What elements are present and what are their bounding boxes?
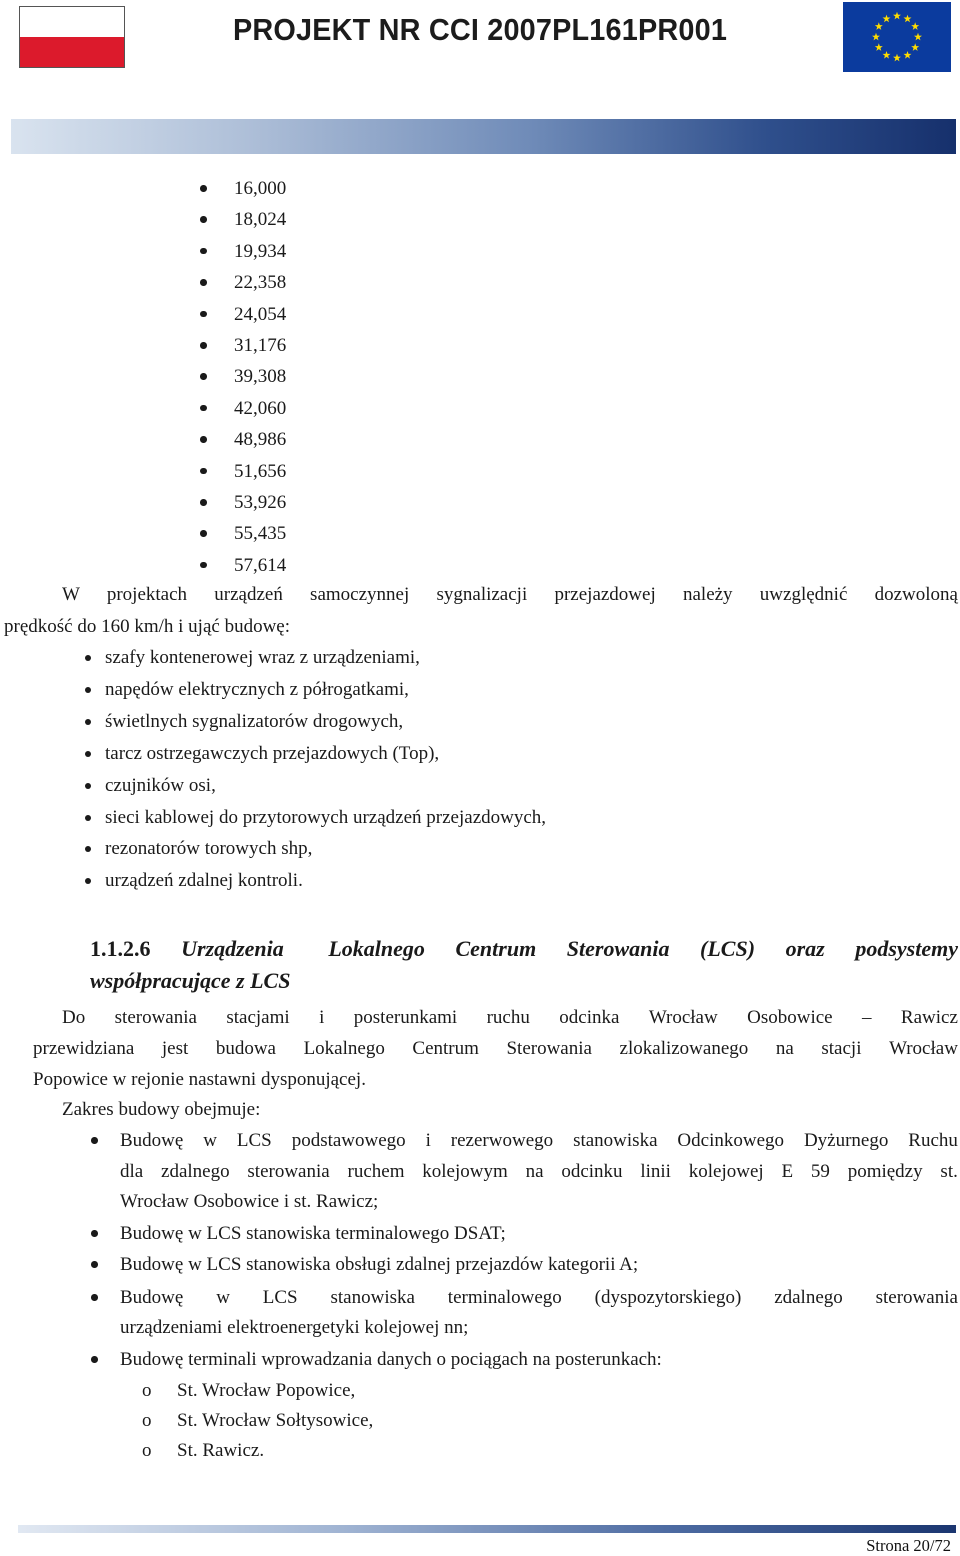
sub-item-1: St. Wrocław Popowice, [177, 1380, 356, 1401]
scope-item-1-line1 [120, 1130, 958, 1152]
para1-line1: W projektach urządzeń samoczynnej sygnalizacji przejazdowej należy uwzględnić dozwoloną [62, 584, 958, 605]
word: rezerwowego [450, 1130, 554, 1151]
word: Lokalnego [303, 1038, 385, 1059]
word: odcinku [561, 1161, 623, 1182]
word: (dyspozytorskiego) [594, 1287, 742, 1308]
poland-flag-icon [19, 6, 125, 68]
word: Wrocław [889, 1038, 958, 1059]
word: jest [161, 1038, 189, 1059]
scope-item-3: Budowę w LCS stanowiska obsługi zdalnej przejazdów kategorii A; [120, 1254, 639, 1275]
number-item: 57,614 [234, 554, 287, 576]
bullet-icon [200, 499, 207, 506]
word: 59 [810, 1161, 830, 1182]
word: odcinka [559, 1007, 620, 1028]
number-item: 22,358 [234, 272, 287, 294]
word: sterowania [114, 1007, 197, 1028]
word: Budowę [120, 1130, 184, 1151]
word: stanowiska [330, 1287, 415, 1308]
word: st. [940, 1161, 958, 1182]
word: stacjami [226, 1007, 290, 1028]
word: Rawicz [900, 1007, 958, 1028]
word: zdalnego [774, 1287, 843, 1308]
header-gradient-bar [11, 119, 956, 154]
word: przewidziana [33, 1038, 135, 1059]
bullet-icon [200, 405, 207, 412]
number-item: 51,656 [234, 460, 287, 482]
bullet-icon [85, 751, 91, 757]
word: Dyżurnego [803, 1130, 889, 1151]
bullet-icon [85, 846, 91, 852]
word: zlokalizowanego [619, 1038, 749, 1059]
section-heading-line2: współpracujące z LCS [90, 968, 291, 993]
word: kolejowym [422, 1161, 508, 1182]
word: budowa [215, 1038, 276, 1059]
word: w [203, 1130, 217, 1151]
bullet-icon [200, 373, 207, 380]
bullet-icon [85, 719, 91, 725]
bullet-icon [91, 1261, 98, 1268]
scope-item-4-line1 [120, 1287, 958, 1309]
number-item: 53,926 [234, 492, 287, 513]
section-number: 1.1.2.6 [90, 936, 151, 961]
scope-item-1-line3: Wrocław Osobowice i st. Rawicz; [120, 1191, 379, 1212]
bullet-icon [200, 216, 207, 223]
bullet-icon [200, 436, 207, 443]
bullet-icon [85, 655, 91, 661]
word: E [781, 1161, 794, 1182]
word: – [862, 1007, 872, 1028]
construction-list-item: czujników osi, [105, 774, 216, 796]
scope-item-4-line2: urządzeniami elektroenergetyki kolejowej nn; [120, 1317, 469, 1338]
word: Ruchu [908, 1130, 958, 1151]
construction-list-item: szafy kontenerowej wraz z urządzeniami, [105, 647, 420, 668]
word: LCS [262, 1287, 298, 1308]
bullet-icon [200, 248, 207, 255]
footer-gradient-bar [18, 1525, 956, 1533]
bullet-icon [200, 279, 207, 286]
word: pomiędzy [847, 1161, 923, 1182]
number-item: 24,054 [234, 303, 287, 325]
bullet-icon [85, 878, 91, 884]
word: na [775, 1038, 794, 1059]
word: sterowania [247, 1161, 330, 1182]
bullet-icon [91, 1356, 98, 1363]
bullet-icon [200, 468, 207, 475]
word: LCS [236, 1130, 272, 1151]
word: Budowę [120, 1287, 184, 1308]
word: podstawowego [291, 1130, 406, 1151]
word: Sterowania [506, 1038, 592, 1059]
sub-bullet-icon: o [142, 1380, 152, 1401]
bullet-icon [200, 562, 207, 569]
sub-item-2: St. Wrocław Sołtysowice, [177, 1410, 374, 1431]
word: na [525, 1161, 544, 1182]
number-item: 48,986 [234, 429, 287, 451]
word: linii [640, 1161, 671, 1182]
number-item: 31,176 [234, 335, 287, 356]
bullet-icon [91, 1294, 98, 1301]
document-header-title: PROJEKT NR CCI 2007PL161PR001 [232, 12, 728, 47]
word: Wrocław [648, 1007, 718, 1028]
para2-line2 [33, 1038, 958, 1060]
construction-list-item: tarcz ostrzegawczych przejazdowych (Top), [105, 742, 440, 764]
construction-list-item: świetlnych sygnalizatorów drogowych, [105, 710, 404, 732]
construction-list-item: napędów elektrycznych z półrogatkami, [105, 678, 409, 700]
word: i [425, 1130, 431, 1151]
sub-bullet-icon: o [142, 1440, 152, 1461]
eu-flag-icon [843, 2, 951, 72]
sub-item-3: St. Rawicz. [177, 1440, 265, 1461]
page-number: Strona 20/72 [866, 1536, 951, 1555]
word: Centrum [412, 1038, 479, 1059]
number-item: 19,934 [234, 240, 287, 262]
word: ruchu [486, 1007, 530, 1028]
para1-line2: prędkość do 160 km/h i ująć budowę: [4, 616, 291, 637]
para2-line1 [62, 1007, 958, 1029]
word: stacji [821, 1038, 862, 1059]
scope-item-1-line2 [120, 1161, 958, 1183]
section-heading: 1.1.2.6 Urządzenia Lokalnego Centrum Sterowania (LCS) oraz podsystemy [90, 936, 958, 961]
word: w [216, 1287, 230, 1308]
bullet-icon [200, 311, 207, 318]
bullet-icon [85, 687, 91, 693]
word: ruchem [347, 1161, 405, 1182]
word: sterowania [875, 1287, 958, 1308]
number-item: 39,308 [234, 366, 287, 388]
word: Do [62, 1007, 86, 1028]
word: zdalnego [161, 1161, 230, 1182]
word: kolejowej [688, 1161, 764, 1182]
number-item: 55,435 [234, 523, 287, 545]
scope-intro: Zakres budowy obejmuje: [62, 1099, 261, 1120]
bullet-icon [85, 783, 91, 789]
word: Osobowice [747, 1007, 833, 1028]
construction-list-item: rezonatorów torowych shp, [105, 838, 313, 860]
number-item: 18,024 [234, 209, 287, 231]
scope-item-5: Budowę terminali wprowadzania danych o pociągach na posterunkach: [120, 1349, 662, 1370]
word: posterunkami [353, 1007, 458, 1028]
number-item: 16,000 [234, 178, 287, 199]
bullet-icon [200, 342, 207, 349]
para2-line3: Popowice w rejonie nastawni dysponującej. [33, 1069, 366, 1090]
bullet-icon [200, 530, 207, 537]
bullet-icon [91, 1137, 98, 1144]
number-item: 42,060 [234, 397, 287, 419]
construction-list-item: sieci kablowej do przytorowych urządzeń przejazdowych, [105, 806, 547, 828]
word: terminalowego [447, 1287, 562, 1308]
word: stanowiska [573, 1130, 658, 1151]
word: i [319, 1007, 325, 1028]
sub-bullet-icon: o [142, 1410, 152, 1431]
word: dla [120, 1161, 144, 1182]
bullet-icon [85, 815, 91, 821]
construction-list-item: urządzeń zdalnej kontroli. [105, 870, 303, 892]
scope-item-2: Budowę w LCS stanowiska terminalowego DSAT; [120, 1223, 506, 1244]
bullet-icon [91, 1230, 98, 1237]
bullet-icon [200, 185, 207, 192]
word: Odcinkowego [677, 1130, 785, 1151]
